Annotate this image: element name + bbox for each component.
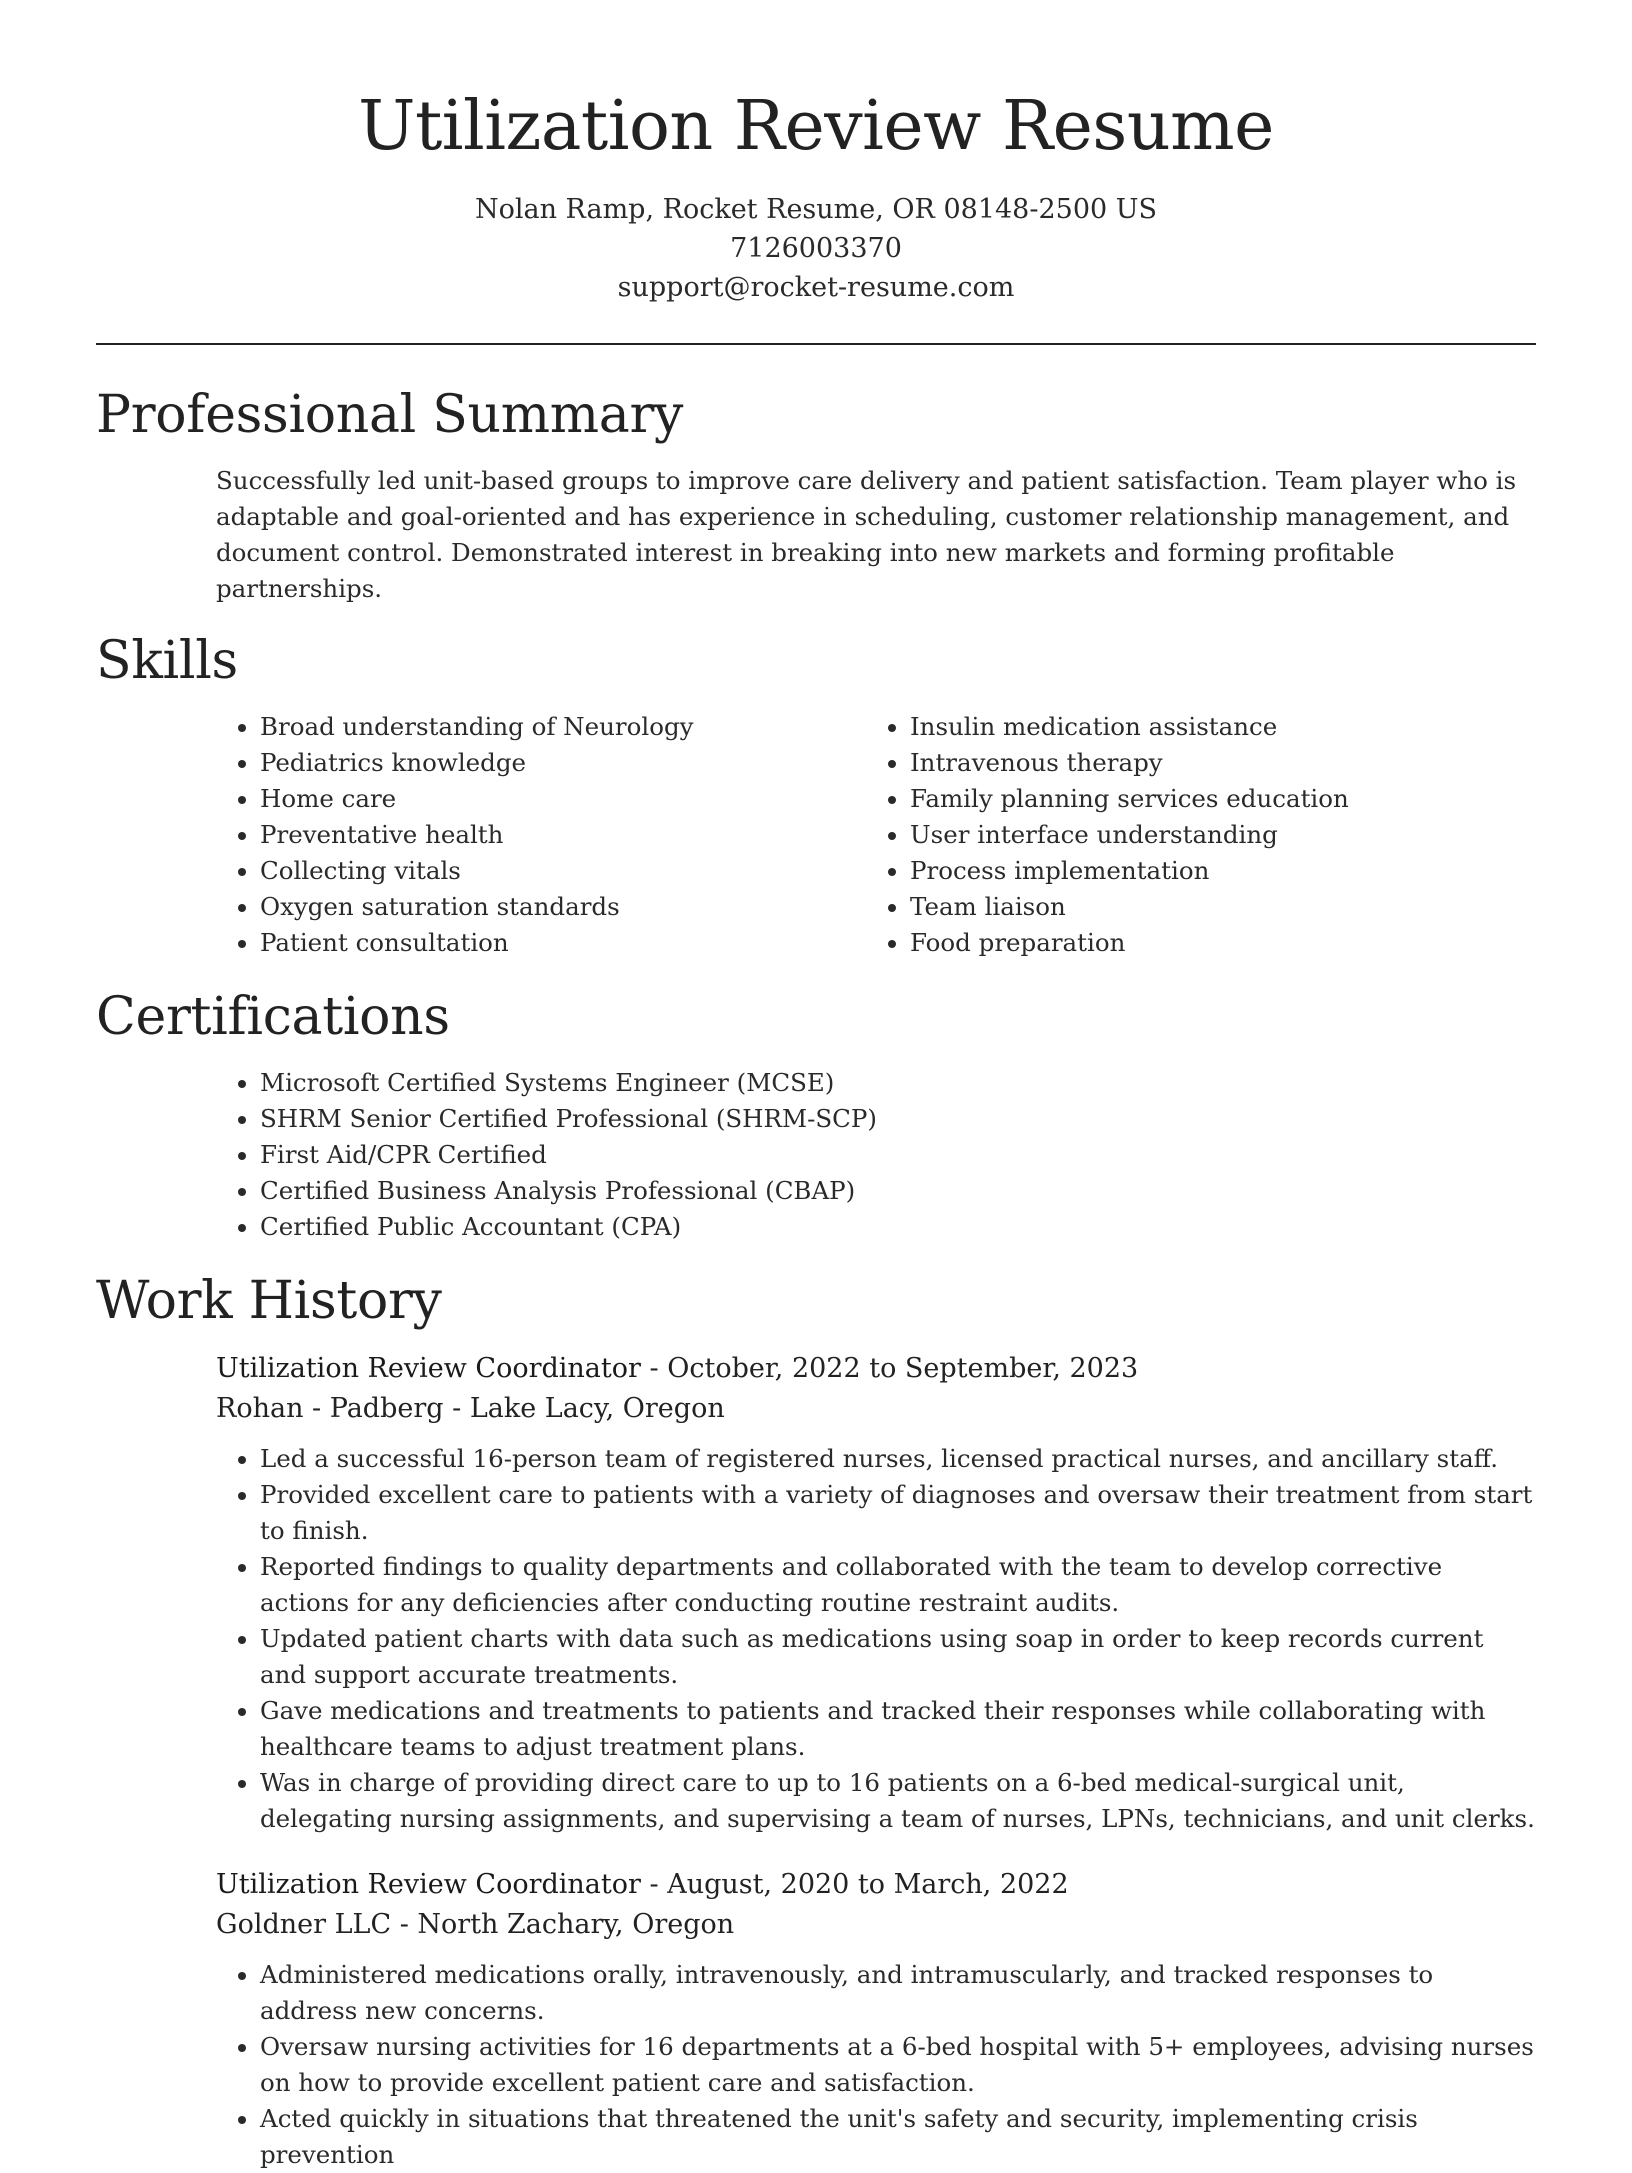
skill-item: • Oxygen saturation standards [260,889,866,925]
skill-item: • Insulin medication assistance [910,709,1516,745]
contact-email: support@rocket-resume.com [617,272,1015,303]
contact-address: Nolan Ramp, Rocket Resume, OR 08148-2500 US [474,194,1158,225]
resume-title: Utilization Review Resume [358,87,1274,166]
job-entry [216,1865,1536,2173]
summary-heading: Professional Summary [96,385,684,445]
skill-item: • Home care [260,781,866,817]
job-role: Utilization Review Coordinator [216,1869,641,1900]
job-dates: - August, 2020 to March, 2022 [640,1869,1069,1900]
summary-text: Successfully led unit-based groups to improve care delivery and patient satisfaction. Team player who is adaptable and goal-oriented and has experience in scheduling, customer relationship management, and document control. Demonstrated interest in breaking into new markets and forming profitable partnerships. [216,466,1517,603]
skill-item: • Broad understanding of Neurology [260,709,866,745]
skills-list-right [866,709,1516,961]
job-bullets [216,1957,1536,2173]
certifications-heading: Certifications [96,987,450,1047]
job-header [216,1349,1536,1429]
certification-item: • First Aid/CPR Certified [260,1137,1536,1173]
certification-item: • Certified Business Analysis Professional (CBAP) [260,1173,1536,1209]
skill-item: • Food preparation [910,925,1516,961]
header-divider [96,343,1536,345]
certification-item: • Certified Public Accountant (CPA) [260,1209,1536,1245]
job-title-line [216,1349,1536,1389]
certification-item: • Microsoft Certified Systems Engineer (MCSE) [260,1065,1536,1101]
job-bullet: • Led a successful 16-person team of registered nurses, licensed practical nurses, and ancillary staff. [260,1441,1536,1477]
job-bullet: • Provided excellent care to patients with a variety of diagnoses and oversaw their treatment from start to finish. [260,1477,1536,1549]
skills-columns [216,709,1536,961]
job-company-line [216,1905,1536,1945]
job-entry [216,1349,1536,1837]
skill-item: • Intravenous therapy [910,745,1516,781]
work-history-heading: Work History [96,1271,442,1331]
job-header [216,1865,1536,1945]
contact-phone: 7126003370 [730,233,902,264]
job-location: - North Zachary, Oregon [391,1909,735,1940]
resume-header [96,0,1536,307]
job-bullet: • Gave medications and treatments to patients and tracked their responses while collaborating with healthcare teams to adjust treatment plans. [260,1693,1536,1765]
job-bullet: • Acted quickly in situations that threatened the unit's safety and security, implementing crisis prevention [260,2101,1536,2173]
job-company: Rohan - Padberg [216,1393,444,1424]
skill-item: • Collecting vitals [260,853,866,889]
skill-item: • Pediatrics knowledge [260,745,866,781]
job-bullet: • Oversaw nursing activities for 16 departments at a 6-bed hospital with 5+ employees, advising nurses on how to provide excellent patient care and satisfaction. [260,2029,1536,2101]
skill-item: • Preventative health [260,817,866,853]
job-bullets [216,1441,1536,1837]
job-title-line [216,1865,1536,1905]
skill-item: • User interface understanding [910,817,1516,853]
certifications-list [216,1065,1536,1245]
skill-item: • Process implementation [910,853,1516,889]
job-bullet: • Administered medications orally, intravenously, and intramuscularly, and tracked responses to address new concerns. [260,1957,1536,2029]
skill-item: • Patient consultation [260,925,866,961]
job-company: Goldner LLC [216,1909,392,1940]
skill-item: • Team liaison [910,889,1516,925]
job-bullet: • Reported findings to quality departments and collaborated with the team to develop corrective actions for any deficiencies after conducting routine restraint audits. [260,1549,1536,1621]
skill-item: • Family planning services education [910,781,1516,817]
job-company-line [216,1389,1536,1429]
job-dates: - October, 2022 to September, 2023 [640,1353,1139,1384]
job-bullet: • Updated patient charts with data such as medications using soap in order to keep records current and support accurate treatments. [260,1621,1536,1693]
job-role: Utilization Review Coordinator [216,1353,641,1384]
job-location: - Lake Lacy, Oregon [443,1393,725,1424]
contact-block [96,190,1536,307]
skills-heading: Skills [96,631,238,691]
certification-item: • SHRM Senior Certified Professional (SHRM-SCP) [260,1101,1536,1137]
skills-list-left [216,709,866,961]
job-bullet: • Was in charge of providing direct care to up to 16 patients on a 6-bed medical-surgical unit, delegating nursing assignments, and supervising a team of nurses, LPNs, technicians, and unit clerks. [260,1765,1536,1837]
